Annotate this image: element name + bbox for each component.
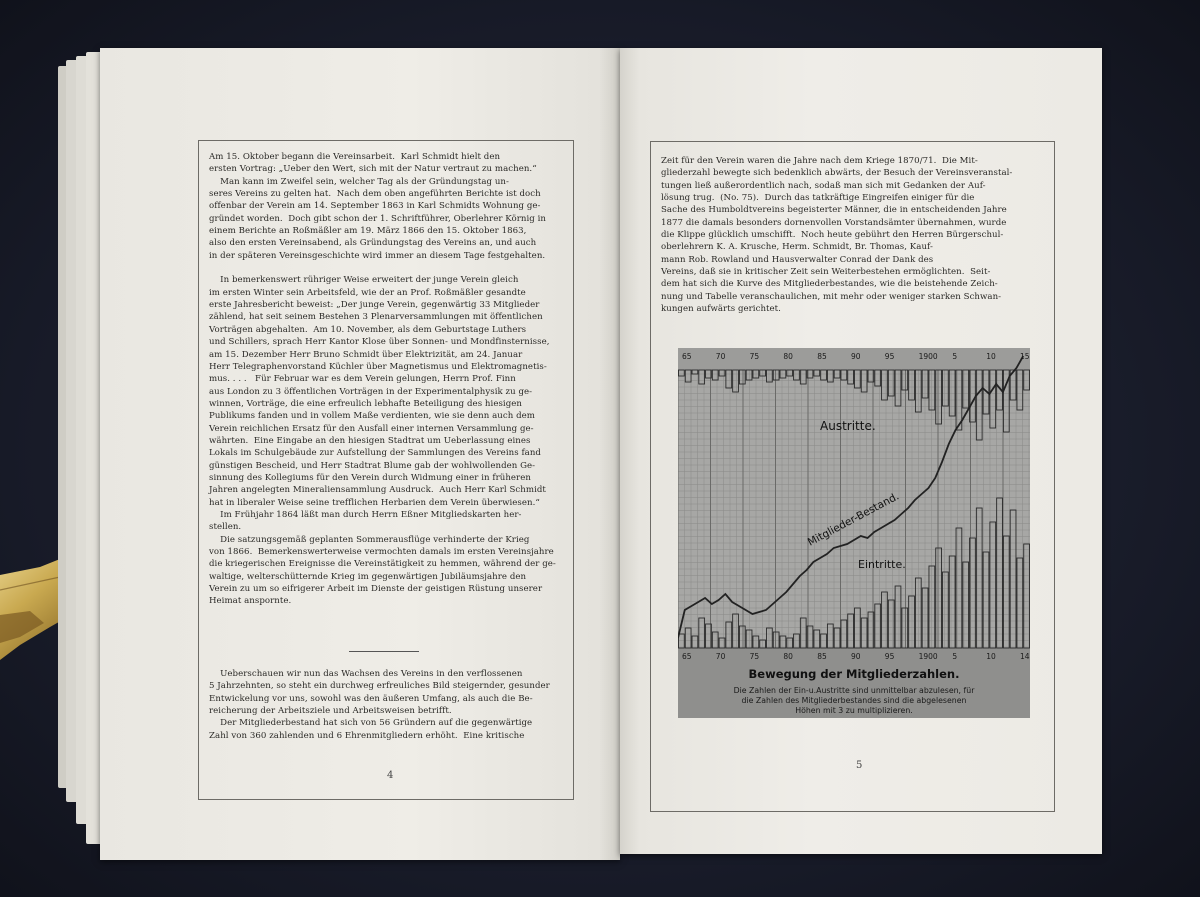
text-line: Heimat anspornte. bbox=[209, 596, 292, 607]
text-line: Entwickelung vor uns, sowohl was den äußeren Umfang, als auch die Be- bbox=[209, 693, 533, 704]
text-line: Lokals im Schulgebäude zur Aufstellung der Sammlungen des Vereins fand bbox=[209, 448, 541, 459]
bottom-axis-label: 85 bbox=[817, 652, 827, 661]
text-line: offenbar der Verein am 14. September 1863 in Karl Schmidts Wohnung ge- bbox=[209, 201, 541, 212]
membership-chart bbox=[678, 348, 1030, 718]
text-line: in der späteren Vereinsgeschichte wird immer an diesem Tage festgehalten. bbox=[209, 250, 546, 261]
left-page-number: 4 bbox=[387, 770, 394, 781]
text-line: die kriegerischen Ereignisse die Vereinstätigkeit zu hemmen, während der ge- bbox=[209, 559, 556, 570]
left-page-text-bottom bbox=[209, 668, 550, 742]
text-line: ersten Vortrag: „Ueber den Wert, sich mit der Natur vertraut zu machen.“ bbox=[209, 164, 537, 175]
text-line: dem hat sich die Kurve des Mitgliederbestandes, wie die beistehende Zeich- bbox=[661, 279, 998, 290]
right-page-number: 5 bbox=[856, 760, 863, 771]
text-line: hat in liberaler Weise seine trefflichen Herbarien dem Verein überwiesen.“ bbox=[209, 497, 540, 508]
text-line: Herr Telegraphenvorstand Küchler über Magnetismus und Elektromagnetis- bbox=[209, 361, 547, 372]
top-axis-label: 80 bbox=[783, 352, 793, 361]
text-line: In bemerkenswert rühriger Weise erweitert der junge Verein gleich bbox=[209, 275, 519, 286]
text-line: Zeit für den Verein waren die Jahre nach dem Kriege 1870/71. Die Mit- bbox=[661, 156, 978, 166]
top-axis-label: 85 bbox=[817, 352, 827, 361]
text-line: mus. . . . Für Februar war es dem Verein gelungen, Herrn Prof. Finn bbox=[209, 374, 516, 385]
text-line: Im Frühjahr 1864 läßt man durch Herrn Eßner Mitgliedskarten her- bbox=[209, 509, 522, 520]
text-line: einem Berichte an Roßmäßler am 19. März 1866 den 15. Oktober 1863, bbox=[209, 226, 527, 237]
right-page-text bbox=[661, 155, 1012, 315]
text-line: Verein zu um so eifrigerer Arbeit im Dienste der geistigen Rüstung unserer bbox=[209, 584, 543, 595]
text-line: günstigen Bescheid, und Herr Stadtrat Blume gab der wohlwollenden Ge- bbox=[209, 460, 536, 471]
text-line: gliederzahl bewegte sich bedenklich abwärts, der Besuch der Vereinsveranstal- bbox=[661, 168, 1013, 179]
top-axis-label: 5 bbox=[952, 352, 958, 361]
text-line: Vereins, daß sie in kritischer Zeit sein Weiterbestehen ermöglichten. Seit- bbox=[661, 267, 991, 278]
text-line: zählend, hat seit seinem Bestehen 3 Plenarversammlungen mit öffentlichen bbox=[209, 312, 543, 323]
text-line: aus London zu 3 öffentlichen Vorträgen in der Experimentalphysik zu ge- bbox=[209, 386, 533, 397]
text-line: 1877 die damals besonders dornenvollen Vorstandsämter übernahmen, wurde bbox=[661, 217, 1007, 228]
chart-caption-title: Bewegung der Mitgliederzahlen. bbox=[748, 667, 960, 681]
text-line: 5 Jahrzehnten, so steht ein durchweg erfreuliches Bild steigernder, gesunder bbox=[209, 681, 550, 692]
bottom-axis-label: 95 bbox=[884, 652, 895, 661]
text-line: Die satzungsgemäß geplanten Sommerausflüge verhinderte der Krieg bbox=[209, 534, 530, 545]
top-axis-label: 75 bbox=[749, 352, 760, 361]
bottom-axis-label: 14 bbox=[1020, 652, 1030, 661]
text-line: kungen aufwärts gerichtet. bbox=[661, 304, 781, 315]
text-line: Der Mitgliederbestand hat sich von 56 Gründern auf die gegenwärtige bbox=[209, 718, 533, 729]
text-line: Verein reichlichen Ersatz für den Ausfall einer internen Versammlung ge- bbox=[209, 423, 534, 434]
text-line: gründet worden. Doch gibt schon der 1. Schriftführer, Oberlehrer Körnig in bbox=[209, 213, 546, 224]
text-line: sinnung des Kollegiums für den Verein durch Widmung einer in früheren bbox=[209, 472, 531, 483]
label-mitglieder-bestand: Mitglieder-Bestand. bbox=[805, 490, 902, 549]
bottom-axis-label: 5 bbox=[952, 652, 958, 661]
text-line: stellen. bbox=[209, 522, 242, 533]
left-page bbox=[100, 48, 620, 860]
text-line: Man kann im Zweifel sein, welcher Tag als der Gründungstag un- bbox=[209, 176, 509, 187]
text-line: Jahren angelegten Mineraliensammlung Ausdruck. Auch Herr Karl Schmidt bbox=[209, 485, 546, 496]
section-divider bbox=[349, 651, 419, 652]
chart-caption-line-1: Die Zahlen der Ein-u.Austritte sind unmittelbar abzulesen, für bbox=[733, 686, 975, 695]
text-line: tungen ließ außerordentlich nach, sodaß man sich mit Gedanken der Auf- bbox=[661, 180, 986, 191]
text-line: Zahl von 360 zahlenden und 6 Ehrenmitgliedern erhöht. Eine kritische bbox=[209, 730, 525, 741]
text-line: Vorträgen abgehalten. Am 10. November, als dem Geburtstage Luthers bbox=[209, 324, 527, 335]
top-axis-label: 65 bbox=[682, 352, 692, 361]
top-axis-label: 95 bbox=[884, 352, 895, 361]
text-line: währten. Eine Eingabe an den hiesigen Stadtrat um Ueberlassung eines bbox=[209, 435, 531, 446]
bottom-axis-label: 80 bbox=[783, 652, 793, 661]
right-page bbox=[620, 48, 1102, 854]
text-line: also den ersten Vereinsabend, als Gründungstag des Vereins an, und auch bbox=[209, 238, 537, 249]
text-line: nung und Tabelle veranschaulichen, mit mehr oder weniger starken Schwan- bbox=[661, 291, 1002, 302]
chart-caption-line-2: die Zahlen des Mitgliederbestandes sind die abgelesenen bbox=[741, 696, 967, 705]
text-line: Am 15. Oktober begann die Vereinsarbeit. Karl Schmidt hielt den bbox=[209, 152, 501, 162]
text-line: seres Vereins zu gelten hat. Nach dem oben angeführten Berichte ist doch bbox=[209, 189, 541, 200]
text-line: Sache des Humboldtvereins begeisterter Männer, die in entscheidenden Jahre bbox=[661, 205, 1007, 216]
text-line: von 1866. Bemerkenswerterweise vermochten damals im ersten Vereinsjahre bbox=[209, 547, 554, 557]
text-line: die Klippe glücklich umschifft. Noch heute gebührt den Herren Bürgerschul- bbox=[661, 230, 1004, 241]
text-line: am 15. Dezember Herr Bruno Schmidt über Elektrizität, am 24. Januar bbox=[209, 349, 523, 360]
text-line bbox=[209, 262, 556, 274]
text-line: oberlehrern K. A. Krusche, Herm. Schmidt, Br. Thomas, Kauf- bbox=[661, 242, 933, 253]
text-line: mann Rob. Rowland und Hausverwalter Conrad der Dank des bbox=[661, 254, 934, 265]
bottom-axis-label: 70 bbox=[715, 652, 726, 661]
bottom-axis-label: 65 bbox=[682, 652, 692, 661]
top-axis-label: 90 bbox=[851, 352, 861, 361]
chart-caption-line-3: Höhen mit 3 zu multiplizieren. bbox=[795, 706, 913, 715]
top-axis-label: 70 bbox=[715, 352, 726, 361]
text-line: waltige, welterschütternde Krieg im gegenwärtigen Jubiläumsjahre den bbox=[209, 571, 527, 582]
text-line: Publikums fanden und in vollem Maße verdienten, wie sie denn auch dem bbox=[209, 411, 535, 422]
bottom-axis-label: 10 bbox=[986, 652, 996, 661]
top-axis-label: 1900 bbox=[918, 352, 938, 361]
text-line: lösung trug. (No. 75). Durch das tatkräftige Eingreifen einiger für die bbox=[661, 193, 975, 204]
bottom-axis-label: 75 bbox=[749, 652, 760, 661]
text-line: erste Jahresbericht beweist: „Der junge Verein, gegenwärtig 33 Mitglieder bbox=[209, 300, 540, 311]
text-line: Ueberschauen wir nun das Wachsen des Vereins in den verflossenen bbox=[209, 669, 523, 679]
text-line: und Schillers, sprach Herr Kantor Klose über Sonnen- und Mondfinsternisse, bbox=[209, 337, 550, 348]
label-austritte: Austritte. bbox=[820, 419, 876, 433]
top-axis-label: 10 bbox=[986, 352, 996, 361]
label-eintritte: Eintritte. bbox=[858, 558, 906, 571]
left-page-text-top bbox=[209, 151, 556, 608]
left-page-frame bbox=[198, 140, 574, 800]
bottom-axis-label: 1900 bbox=[918, 652, 938, 661]
top-axis-label: 15 bbox=[1020, 352, 1030, 361]
text-line: im ersten Winter sein Arbeitsfeld, wie der an Prof. Roßmäßler gesandte bbox=[209, 287, 526, 298]
text-line: winnen, Vorträge, die eine erfreulich lebhafte Beteiligung des hiesigen bbox=[209, 398, 522, 409]
bottom-axis-label: 90 bbox=[851, 652, 861, 661]
text-line: reicherung der Arbeitsziele und Arbeitsweisen betrifft. bbox=[209, 706, 452, 717]
